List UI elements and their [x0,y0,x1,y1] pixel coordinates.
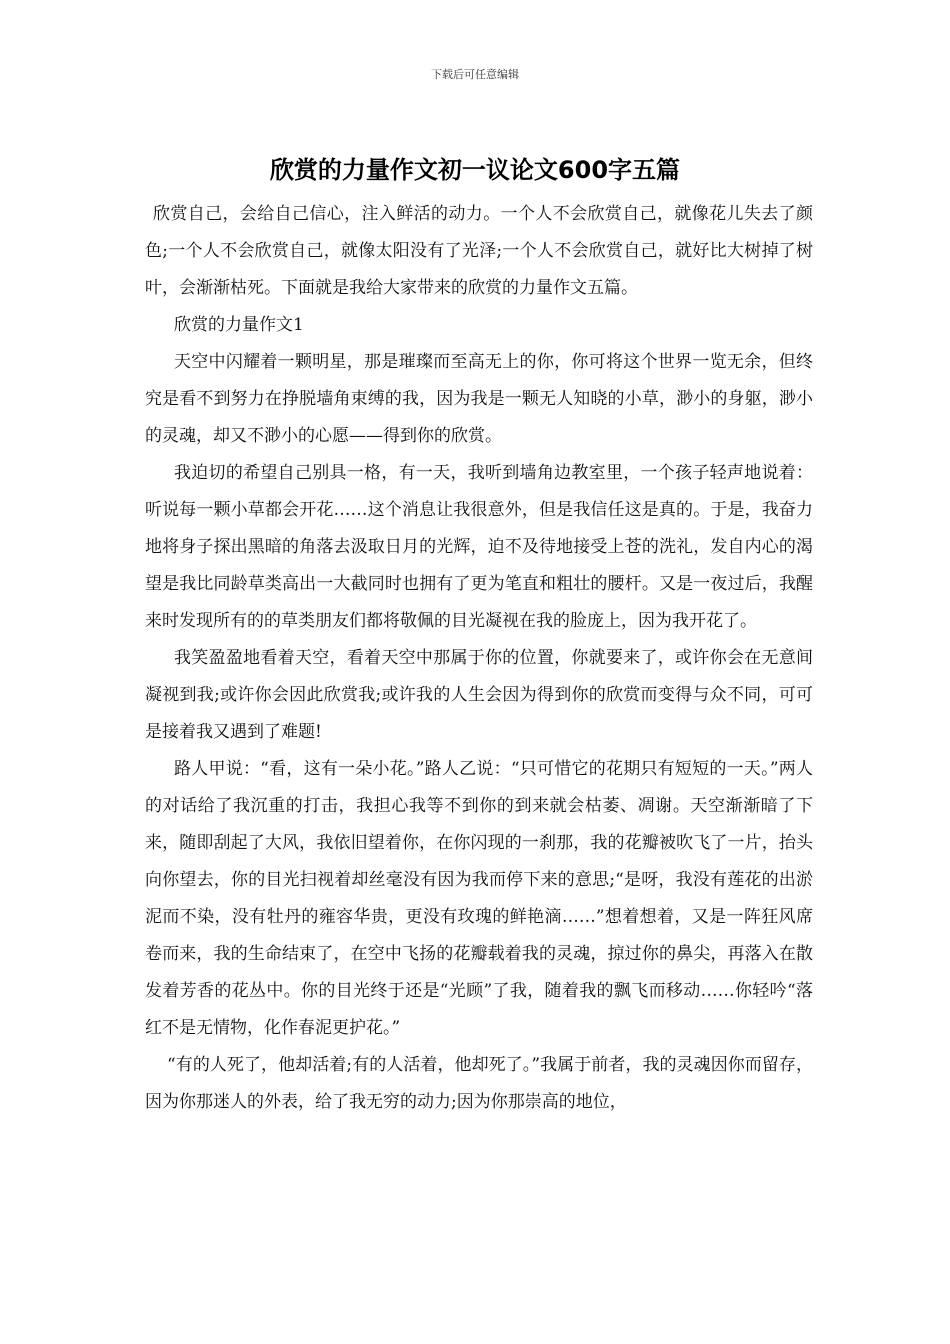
document-body [145,196,813,1121]
paragraph: 我笑盈盈地看着天空，看着天空中那属于你的位置，你就要来了，或许你会在无意间凝视到我;或许你会因此欣赏我;或许我的人生会因为得到你的欣赏而变得与众不同，可可是接着我又遇到了难题! [145,648,813,742]
document-title: 欣赏的力量作文初一议论文600字五篇 [269,156,681,184]
paragraph-intro: 欣赏自己，会给自己信心，注入鲜活的动力。一个人不会欣赏自己，就像花儿失去了颜色;一个人不会欣赏自己，就像太阳没有了光泽;一个人不会欣赏自己，就好比大树掉了树叶，会渐渐枯死。下面就是我给大家带来的欣赏的力量作文五篇。 [145,204,813,298]
paragraph: 我迫切的希望自己别具一格，有一天，我听到墙角边教室里，一个孩子轻声地说着：听说每一颗小草都会开花……这个消息让我很意外，但是我信任这是真的。于是，我奋力地将身子探出黑暗的角落去汲取日月的光辉，迫不及待地接受上苍的洗礼，发自内心的渴望是我比同龄草类高出一大截同时也拥有了更为笔直和粗壮的腰杆。又是一夜过后，我醒来时发现所有的的草类朋友们都将敬佩的目光凝视在我的脸庞上，因为我开花了。 [145,463,813,631]
header-note: 下载后可任意编辑 [431,68,519,81]
paragraph: 路人甲说：“看，这有一朵小花。”路人乙说：“只可惜它的花期只有短短的一天。”两人的对话给了我沉重的打击，我担心我等不到你的到来就会枯萎、凋谢。天空渐渐暗了下来，随即刮起了大风，我依旧望着你，在你闪现的一刹那，我的花瓣被吹飞了一片，抬头向你望去，你的目光扫视着却丝毫没有因为我而停下来的意思;“是呀，我没有莲花的出淤泥而不染，没有牡丹的雍容华贵，更没有玫瑰的鲜艳滴……”想着想着，又是一阵狂风席卷而来，我的生命结束了，在空中飞扬的花瓣载着我的灵魂，掠过你的鼻尖，再落入在散发着芳香的花丛中。你的目光终于还是“光顾”了我，随着我的飘飞而移动……你轻吟“落红不是无情物，化作春泥更护花。” [145,759,813,1038]
paragraph: “有的人死了，他却活着;有的人活着，他却死了。”我属于前者，我的灵魂因你而留存，因为你那迷人的外表，给了我无穷的动力;因为你那崇高的地位， [145,1055,813,1112]
paragraph: 天空中闪耀着一颗明星，那是璀璨而至高无上的你，你可将这个世界一览无余，但终究是看不到努力在挣脱墙角束缚的我，因为我是一颗无人知晓的小草，渺小的身躯，渺小的灵魂，却又不渺小的心愿——得到你的欣赏。 [145,352,813,446]
section-heading: 欣赏的力量作文1 [174,315,304,335]
